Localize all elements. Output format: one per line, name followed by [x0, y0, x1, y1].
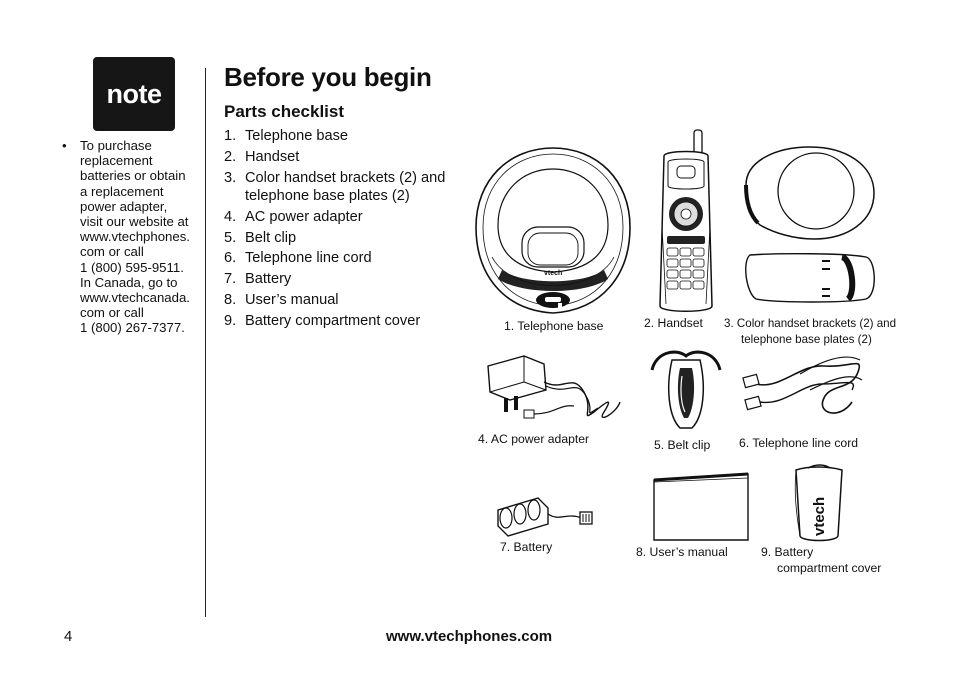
users-manual-illustration [650, 470, 752, 544]
list-item-number: 9. [224, 313, 237, 330]
list-item-number: 5. [224, 229, 237, 246]
caption-brackets-line1: 3. Color handset brackets (2) and [724, 317, 897, 330]
belt-clip-illustration [646, 346, 726, 432]
list-item [224, 148, 460, 166]
ac-adapter-illustration [484, 352, 624, 428]
list-item [224, 312, 460, 330]
list-item-text: Battery compartment cover [245, 313, 421, 330]
sidebar-note [62, 138, 204, 336]
bullet-glyph: • [62, 138, 67, 153]
handset-illustration [650, 126, 720, 316]
list-item-text: Battery [245, 271, 292, 288]
caption-ac-adapter: 4. AC power adapter [478, 432, 590, 446]
caption-belt-clip: 5. Belt clip [654, 438, 711, 452]
caption-cover-line1: 9. Battery [761, 545, 814, 559]
list-item [224, 249, 460, 267]
caption-brackets-line2: telephone base plates (2) [741, 333, 872, 346]
note-badge-label: note [106, 78, 162, 109]
list-item-text: Handset [245, 148, 300, 165]
sidebar-note-text: To purchase replacement batteries or obtain a replacement power adapter, visit our website at www.vtechphones. com or call 1 (800) 595-9511. In Canada, go to www.vtechcanada. com or call 1 (800) 267-7377. [80, 138, 190, 336]
list-item-number: 8. [224, 292, 237, 309]
list-item-number: 2. [224, 148, 237, 165]
caption-line-cord: 6. Telephone line cord [739, 436, 859, 450]
list-item-number: 7. [224, 271, 237, 288]
parts-checklist [224, 127, 460, 333]
list-item-number: 4. [224, 208, 237, 225]
section-subtitle: Parts checklist [224, 102, 345, 121]
base-brand-mark: vtech [544, 270, 563, 277]
line-cord-illustration [740, 350, 866, 428]
list-item [224, 169, 460, 205]
list-item-number: 6. [224, 250, 237, 267]
list-item [224, 270, 460, 288]
list-item-text: User’s manual [245, 292, 339, 309]
list-item-number: 1. [224, 128, 237, 144]
list-item-text: Color handset brackets (2) and telephone base plates (2) [245, 169, 446, 204]
list-item-text: AC power adapter [245, 208, 363, 225]
caption-handset: 2. Handset [644, 316, 703, 330]
list-item-number: 3. [224, 169, 237, 186]
list-item [224, 208, 460, 226]
list-item-text: Telephone base [245, 128, 349, 144]
footer-website-url: www.vtechphones.com [386, 628, 553, 645]
caption-telephone-base: 1. Telephone base [504, 319, 604, 333]
list-item [224, 229, 460, 247]
list-item-text: Telephone line cord [245, 250, 372, 267]
vertical-divider [205, 68, 206, 617]
list-item-text: Belt clip [245, 229, 297, 246]
telephone-base-illustration [472, 145, 634, 317]
caption-battery: 7. Battery [500, 540, 553, 554]
caption-cover-line2: compartment cover [777, 561, 882, 575]
battery-illustration [494, 494, 600, 542]
cover-brand-mark: vtech [811, 496, 828, 536]
brackets-illustration [736, 143, 884, 309]
note-badge [93, 57, 175, 131]
list-item [224, 127, 460, 145]
list-item [224, 291, 460, 309]
page-title: Before you begin [224, 62, 432, 92]
page-number: 4 [64, 628, 73, 645]
battery-cover-illustration [786, 462, 850, 546]
caption-users-manual: 8. User’s manual [636, 545, 728, 559]
